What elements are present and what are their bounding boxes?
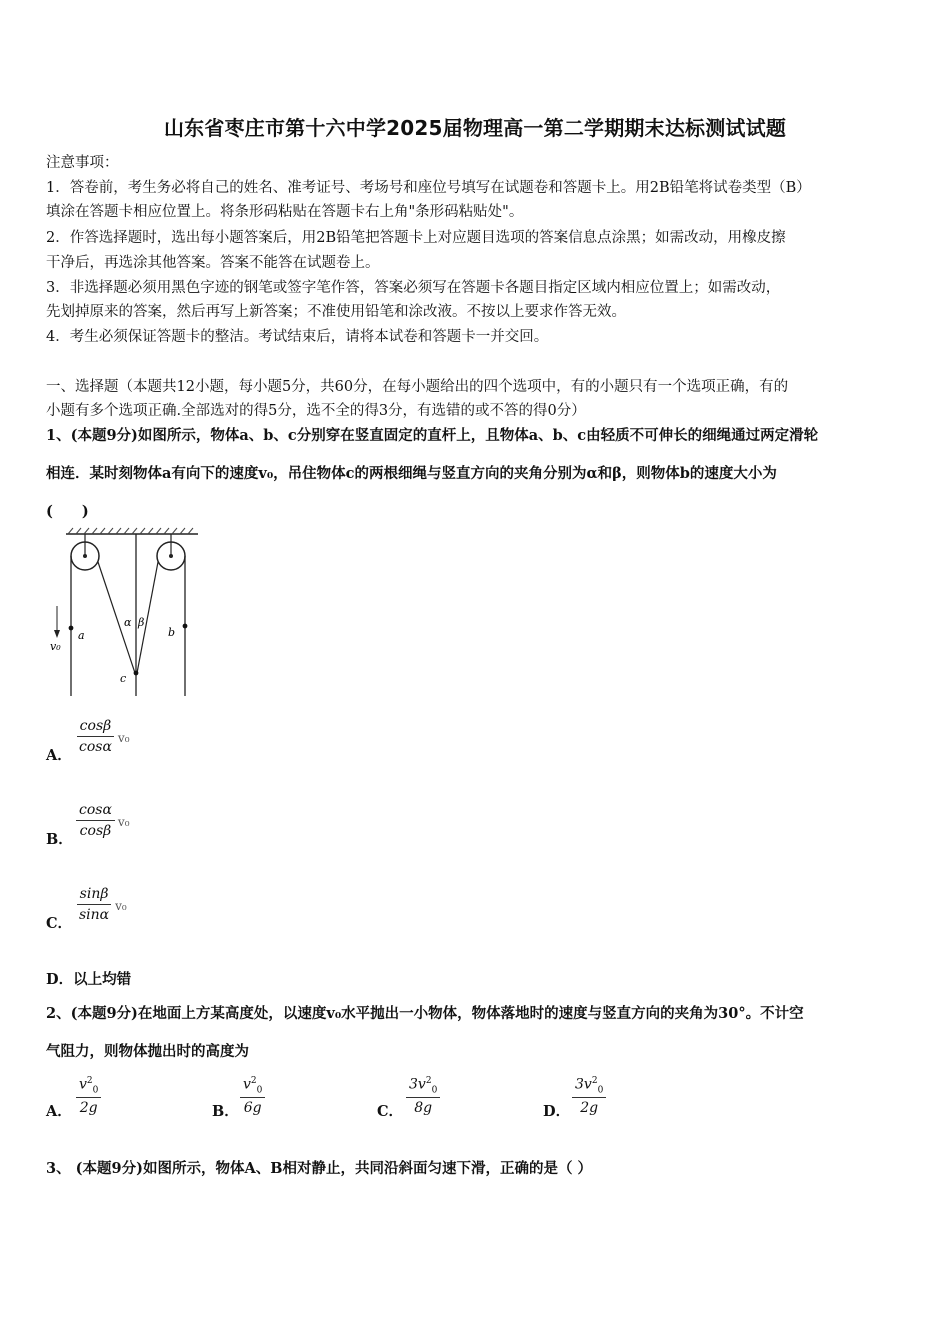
q1-option-b-formula[interactable]	[76, 802, 130, 839]
label-beta: β	[138, 616, 145, 629]
numerator: sinβ	[77, 886, 112, 905]
notice-line: 1．答卷前，考生务必将自己的姓名、准考证号、考场号和座位号填写在试题卷和答题卡上。用2B铅笔将试卷类型（B）	[46, 180, 811, 196]
q2-option-c-label[interactable]: C．	[377, 1103, 404, 1120]
coefficient: 3	[409, 1076, 418, 1093]
q3-stem: 3、 (本题9分)如图所示，物体A、B相对静止，共同沿斜面匀速下滑，正确的是（ ）	[46, 1160, 592, 1177]
q1-stem: 相连．某时刻物体a有向下的速度v₀，吊住物体c的两根细绳与竖直方向的夹角分别为α和β，则物体b的速度大小为	[46, 465, 777, 482]
label-b: b	[168, 626, 176, 639]
numerator: cosα	[76, 802, 115, 821]
q2-option-b-formula[interactable]: $\frac{v^2_0}{6g}$	[240, 1076, 265, 1116]
q1-option-c-formula[interactable]	[76, 886, 127, 923]
q1-option-b-label[interactable]: B．	[46, 831, 73, 848]
notice-line: 先划掉原来的答案，然后再写上新答案；不准使用铅笔和涂改液。不按以上要求作答无效。	[46, 304, 626, 320]
q1-stem: 1、(本题9分)如图所示，物体a、b、c分别穿在竖直固定的直杆上，且物体a、b、c由轻质不可伸长的细绳通过两定滑轮	[46, 427, 819, 444]
notice-line: 填涂在答题卡相应位置上。将条形码粘贴在答题卡右上角"条形码粘贴处"。	[46, 204, 524, 220]
section-heading: 小题有多个选项正确.全部选对的得5分，选不全的得3分，有选错的或不答的得0分）	[46, 403, 586, 419]
q2-stem: 气阻力，则物体抛出时的高度为	[46, 1043, 249, 1060]
q2-stem: 2、(本题9分)在地面上方某高度处，以速度v₀水平抛出一小物体，物体落地时的速度与竖直方向的夹角为30°。不计空	[46, 1005, 804, 1022]
label-c: c	[120, 672, 127, 685]
denominator: sinα	[79, 907, 110, 923]
q1-pulley-diagram	[46, 526, 206, 698]
q2-option-d-formula[interactable]: $\frac{3v^2_0}{2g}$	[572, 1076, 606, 1116]
notice-line: 3．非选择题必须用黑色字迹的钢笔或签字笔作答，答案必须写在答题卡各题目指定区域内相应位置上；如需改动，	[46, 280, 781, 296]
q2-option-a-label[interactable]: A．	[46, 1103, 72, 1120]
label-v0: v₀	[50, 640, 61, 653]
q1-option-d[interactable]: D．以上均错	[46, 971, 132, 988]
q2-option-c-formula[interactable]: $\frac{3v^2_0}{8g}$	[406, 1076, 440, 1116]
q2-option-d-label[interactable]: D．	[543, 1103, 571, 1120]
denominator: 8g	[414, 1100, 433, 1117]
page-title: 山东省枣庄市第十六中学2025届物理高一第二学期期末达标测试试题	[163, 116, 787, 140]
notice-heading: 注意事项：	[46, 155, 119, 171]
q1-option-c-label[interactable]: C．	[46, 915, 73, 932]
denominator: 2g	[580, 1100, 599, 1117]
tail: v₀	[117, 730, 130, 745]
q2-option-b-label[interactable]: B．	[212, 1103, 239, 1120]
notice-line: 4．考生必须保证答题卡的整洁。考试结束后，请将本试卷和答题卡一并交回。	[46, 329, 549, 345]
q1-option-a-formula[interactable]	[76, 718, 130, 755]
tail: v₀	[115, 898, 127, 913]
q1-option-a-label[interactable]: A．	[46, 747, 72, 764]
numerator: cosβ	[77, 718, 115, 737]
coefficient: 3	[575, 1076, 584, 1093]
section-heading: 一、选择题（本题共12小题，每小题5分，共60分，在每小题给出的四个选项中，有的小题只有一个选项正确，有的	[46, 379, 789, 395]
label-a: a	[78, 629, 85, 642]
q1-stem: ( )	[46, 503, 89, 520]
denominator: cosα	[79, 739, 112, 755]
q2-option-a-formula[interactable]: $\frac{v^2_0}{2g}$	[76, 1076, 101, 1116]
notice-line: 2．作答选择题时，选出每小题答案后，用2B铅笔把答题卡上对应题目选项的答案信息点涂黑；如需改动，用橡皮擦	[46, 230, 786, 246]
notice-line: 干净后，再选涂其他答案。答案不能答在试题卷上。	[46, 255, 380, 271]
tail: v₀	[117, 814, 130, 829]
denominator: cosβ	[79, 823, 112, 839]
denominator: 2g	[79, 1100, 98, 1117]
denominator: 6g	[243, 1100, 262, 1117]
label-alpha: α	[124, 616, 132, 629]
